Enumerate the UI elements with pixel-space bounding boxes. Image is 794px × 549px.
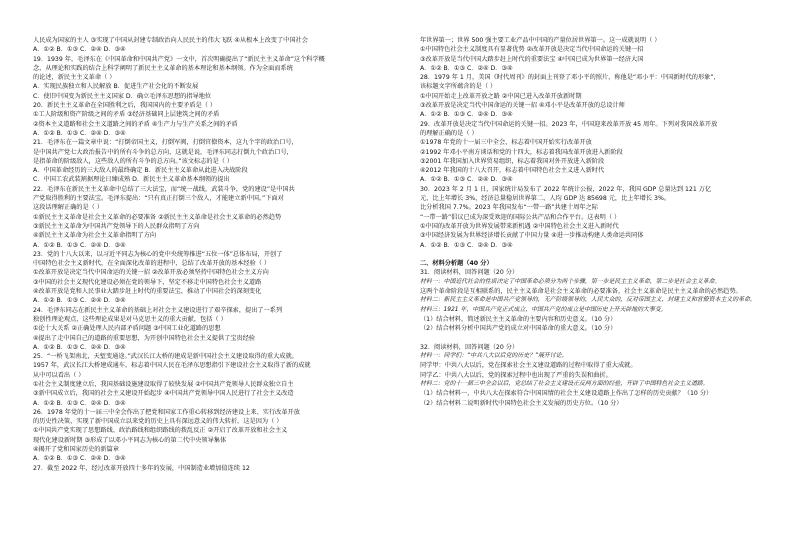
left-line-43: 现代化建设新时期 ③形成了以邓小平同志为核心的第二代中央领导集体	[33, 436, 227, 444]
left-line-14: A．中国革命经历的三大敌人的最终确定 B．新民主主义革命从此进入决战阶段	[33, 167, 248, 175]
left-line-26: ③中国的社会主义现代化建设必须在党的领导下，坚定不移走中国特色社会主义道路	[33, 278, 262, 286]
right-line-10: 的理解正确的是（ ）	[420, 129, 478, 137]
right-line-17: 元，比上年增长 3%，经济总量稳居世界第二，人均 GDP 达 85698 元，比上年增长 3%。	[420, 195, 671, 203]
right-line-23	[420, 250, 792, 259]
left-line-5: A．实现民族独立和人民解放 B．促进生产社会化的不断发展	[33, 83, 199, 91]
left-line-1: A．①② B．①③ C．②④ D．③④	[33, 46, 126, 54]
right-line-12: ②1992 年邓小平南方谈话和党的十四大，标志着我国改革开放进入新阶段	[420, 148, 623, 156]
right-line-39: （2）结合材料二说明新时代中国特色社会主义发展的历史方位。（10 分）	[420, 399, 623, 407]
left-line-45: A．①② B．①③ C．②④ D．③④	[33, 455, 126, 463]
right-line-1: ①中国特色社会主义制度具有显著优势 ②改革开放是决定当代中国命运的关键一招	[420, 46, 644, 54]
left-line-33: A．①② B．①③ C．②④ D．③④	[33, 343, 126, 351]
left-line-35: 1957 年，武汉长江大桥建成通车，标志着中国人民在毛泽东思想指引下建设社会主义取得了新的成就	[33, 362, 311, 370]
right-line-9: 29．改革开放是决定当代中国命运的关键一招。2023 年，中国迎来改革开放 45 周年。下列对我国改革开放	[420, 120, 718, 128]
left-column	[33, 36, 405, 473]
right-line-31: （2）结合材料分析中国共产党的成立对中国革命的重大意义。（10 分）	[420, 325, 617, 333]
left-line-20: ③新民主主义革命为中国共产党领导下的人民群众指明了方向	[33, 222, 200, 230]
right-line-20: ①中国的改革开放为世界发展带来新机遇 ②中国特色社会主义进入新时代	[420, 222, 619, 230]
left-line-21: ④新民主主义革命为社会主义革命指明了方向	[33, 232, 157, 240]
left-line-29: 24．毛泽东同志在新民主主义革命的基础上对社会主义建设进行了艰辛探索，提出了一系列	[33, 306, 283, 314]
right-line-25: 31．阅读材料，回答问题（20 分）	[420, 269, 519, 277]
left-line-27: ④改革开放是党和人民事业大踏步赶上时代的重要法宝，推动了中国社会的深刻变化	[33, 288, 262, 296]
right-line-38: （1）结合材料一，中共八大在探索符合中国国情的社会主义建设道路上作出了怎样的历史贡献？（10 分）	[420, 390, 713, 398]
left-line-19: ①新民主主义革命是社会主义革命的必要准备 ②新民主主义革命是社会主义革命的必然趋势	[33, 213, 282, 221]
right-line-24: 二、材料分析题（40 分）	[420, 260, 493, 268]
right-line-7: ③改革开放是决定当代中国命运的关键一招 ④邓小平是改革开放的总设计师	[420, 102, 625, 110]
left-line-6: C．使旧中国变为新民主主义国家 D．确立毛泽东思想的指导地位	[33, 92, 212, 100]
right-line-2: ③改革开放是当代中国大踏步赶上时代的重要法宝 ④中国已成为世界第一经济大国	[420, 55, 644, 63]
right-line-28: 材料二：新民主主义革命是中国共产党领导的，无产阶级领导的，人民大众的，反对帝国主义、封建主义和官僚资本主义的革命。	[420, 297, 756, 304]
left-line-17: 产党取得胜利的主要法宝。毛泽东提出：“只有真正打倒三个敌人，才能建立新中国。”下面对	[33, 195, 284, 203]
right-line-27: 这两个革命阶段是互相联系的，民主主义革命是社会主义革命的必要准备，社会主义革命是民主主义革命的必然趋势。	[420, 288, 742, 296]
right-line-14: ④2012 年我国的十八大召开，标志着中国特色社会主义进入新时代	[420, 167, 605, 175]
right-column	[420, 36, 792, 408]
right-line-5: 该标题文字所蕴含的是（ ）	[420, 83, 497, 91]
right-line-16: 30．2023 年 2 月 1 日，国家统计局发布了 2022 年统计公报，2022 年，我国 GDP 总量达到 121 万亿	[420, 185, 712, 193]
left-line-11: 21．毛泽东在一篇文章中说：“打倒帝国主义，打倒军阀，打倒官僚资本，这九个字的政治口号，	[33, 139, 298, 147]
left-line-22: A．①② B．①③ C．②④ D．③④	[33, 241, 126, 249]
right-line-11: ①1978 年党的十一届三中全会，标志着中国开始实行改革开放	[420, 139, 592, 147]
left-line-34: 25．“一桥飞架南北，天堑变通途。”武汉长江大桥的建成是新中国社会主义建设取得的重大成就。	[33, 353, 298, 361]
left-line-10: A．①② B．①③ C．②④ D．③④	[33, 129, 126, 137]
left-line-0: 人民成为国家的主人 ③实现了中国从封建专制政治向人民民主的伟大飞跃 ④从根本上改变了中国社会	[33, 37, 308, 44]
left-line-8: ①工人阶级和资产阶级之间的矛盾 ③经济基础同上层建筑之间的矛盾	[33, 111, 220, 119]
right-line-35: 同学甲：中共八大以后，党在探索社会主义建设道路的过程中取得了重大成就。	[420, 362, 637, 370]
right-line-30: （1）结合材料，简述新民主主义革命的主要内容和历史意义。（10 分）	[420, 315, 617, 323]
left-line-25: ①改革开放是决定当代中国命运的关键一招 ②改革开放必须坚持中国特色社会主义方向	[33, 269, 269, 277]
right-line-32	[420, 334, 792, 343]
right-line-33: 32．阅读材料，回答问题（20 分）	[420, 343, 519, 351]
right-line-6: ①中国开始走上改革开放之路 ②中国已进入改革开放新时期	[420, 92, 582, 100]
right-line-37: 材料二：党的十一届三中全会以后，党总结了社会主义建设正反两方面的经验，开辟了中国特色社会主义道路。	[420, 380, 709, 387]
left-line-37: ①社会主义制度建立后，我国基础设施建设取得了较快发展 ②中国共产党领导人民群众独立自主	[33, 380, 294, 388]
left-line-38: ③新中国成立后，我国的社会主义建设开始起步 ④中国共产党领导中国人民进行了社会主义改造	[33, 390, 294, 398]
left-line-44: ④揭开了党和国家历史的新篇章	[33, 446, 119, 454]
left-line-2: 19．1939 年，毛泽东在《中国革命和中国共产党》一文中，首次明确提出了“新民主主义革命”这个科学概	[33, 55, 325, 63]
left-line-30: 独创性理论观点，这些理论成果是对马克思主义的重大贡献，包括（ ）	[33, 315, 227, 323]
right-line-36: 同学乙：中共八大以后，党的探索过程中也出现了严重的失误和曲折。	[420, 371, 612, 379]
right-line-13: ③2001 年我国加入世界贸易组织，标志着我国对外开放进入新阶段	[420, 157, 605, 165]
left-line-39: A．①② B．①③ C．②④ D．③④	[33, 399, 126, 407]
left-line-15: C．中国工农武装割据理论日臻成熟 D．新民主主义革命基本纲领的提出	[33, 176, 230, 184]
left-line-28: A．①② B．①③ C．②④ D．③④	[33, 297, 126, 305]
left-line-13: 是指革命的阶级敌人，这些敌人的所有斗争的总方向。”该文标志的是（ ）	[33, 157, 234, 165]
left-line-40: 26．1978 年党的十一届三中全会作出了把党和国家工作重心转移到经济建设上来、实行改革开放	[33, 408, 300, 416]
left-line-46: 27．截至 2022 年，经过改革开放四十多年的发展，中国制造业增加值连续 12	[33, 464, 250, 472]
right-line-18: 比分析我国 7.7%。2023 年我国发布“一带一路”共建十周年之际	[420, 204, 598, 212]
right-line-15: A．①② B．①③ C．②④ D．③④	[420, 176, 513, 184]
right-line-19: “一带一路”倡议已成为深受欢迎的国际公共产品和合作平台。这表明（ ）	[420, 213, 621, 221]
left-line-16: 22．毛泽东在新民主主义革命中总结了三大法宝，而“统一战线，武装斗争，党的建设”是中国共	[33, 185, 295, 193]
right-line-8: A．①② B．①③ C．②④ D．③④	[420, 111, 513, 119]
left-line-3: 念，从理论和实践的结合上科学阐明了新民主主义革命的基本理论和基本纲领。作为全面而系统	[33, 64, 293, 72]
right-line-0: 年世界第一；世界 500 强主要工业产品中中国的产量位居世界第一。这一成就说明（ ）	[420, 37, 661, 44]
right-line-34: 材料一：同学们：“中共八大以后党的历史？”展开讨论。	[420, 353, 568, 360]
left-line-18: 这段话理解正确的是（ ）	[33, 204, 104, 212]
left-line-24: 中国特色社会主义新时代，在全面深化改革的进程中，总结了改革开放的基本经验（ ）	[33, 260, 271, 268]
left-line-31: ①论十大关系 ②正确处理人民内部矛盾问题 ③中国工业化道路的思想	[33, 325, 221, 333]
left-line-12: 是中国共产党七大政治报告中的所有斗争的总方向，这就是说，毛泽东同志打倒九个政治口号，	[33, 148, 293, 156]
left-line-36: 从中可以看出（ ）	[33, 371, 85, 379]
right-line-21: ③中国经济发展为世界经济增长贡献了中国力量 ④进一步推动构建人类命运共同体	[420, 232, 644, 240]
right-line-4: 28．1979 年 1 月，美国《时代周刊》的封面上刊登了邓小平的照片，称他是“邓小平：中国新时代的形象”，	[420, 74, 720, 82]
left-line-32: ④提出了走中国自己的道路的重要思想，为开创中国特色社会主义提供了宝贵经验	[33, 334, 256, 342]
right-line-3: A．①② B．①③ C．②④ D．③④	[420, 64, 513, 72]
right-line-26: 材料一：中国近代社会的性质决定了中国革命必须分为两个步骤，第一步是民主主义革命，第二步是社会主义革命。	[420, 278, 721, 285]
left-line-9: ②资本主义道路和社会主义道路之间的矛盾 ④生产力与生产关系之间的矛盾	[33, 120, 238, 128]
right-line-22: A．①② B．①③ C．②④ D．③④	[420, 241, 513, 249]
left-line-42: ①中国共产党实现了思想路线、政治路线和组织路线的拨乱反正 ②开启了改革开放和社会主义	[33, 427, 288, 435]
left-line-7: 20．新民主主义革命在全国胜利之后，我国国内的主要矛盾是（ ）	[33, 102, 217, 110]
left-line-41: 的历史性决策，实现了新中国成立以来党的历史上具有深远意义的伟大转折。这是因为（ ）	[33, 418, 283, 426]
left-line-23: 23．党的十八大以来，以习近平同志为核心的党中央统筹推进“五位一体”总体布局，开创了	[33, 250, 283, 258]
left-line-4: 的论述，新民主主义革命（ ）	[33, 74, 116, 82]
right-line-29: 材料三：1921 年，中国共产党正式成立，中国共产党的成立是中国历史上开天辟地的大事变。	[420, 306, 667, 313]
